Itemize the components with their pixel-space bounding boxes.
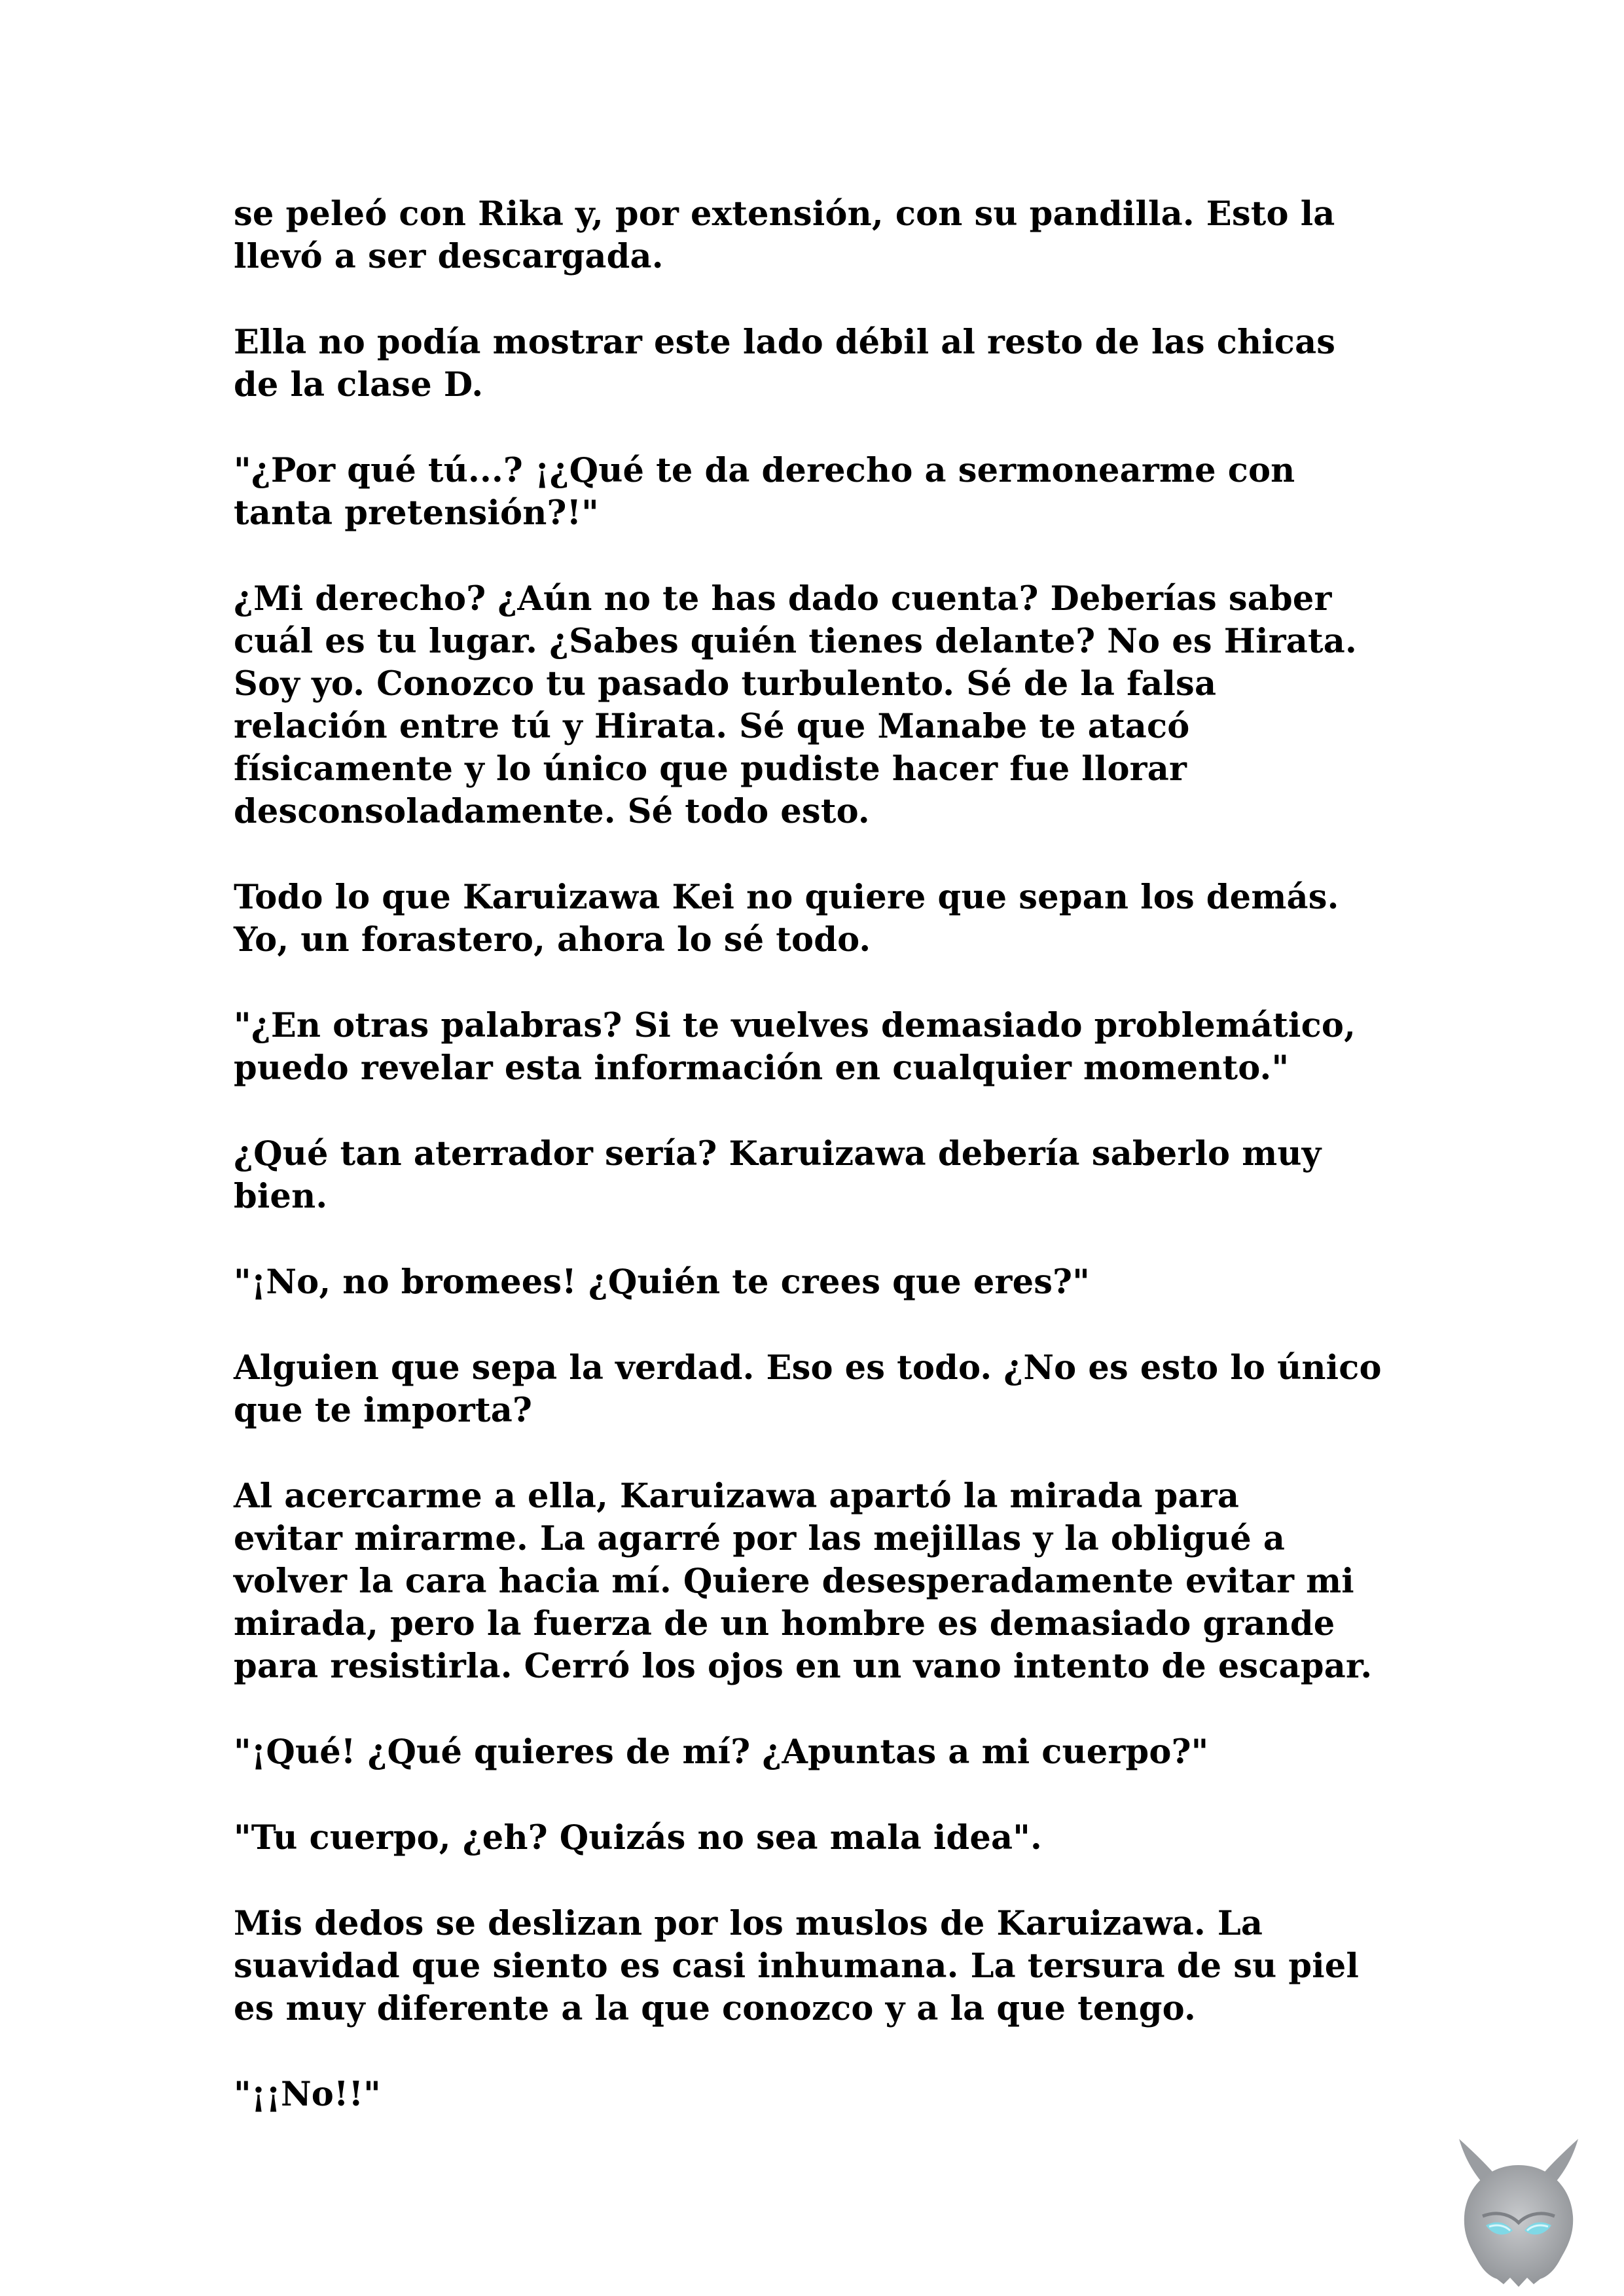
- dialogue-line: "¡No, no bromees! ¿Quién te crees que eres?": [234, 1263, 1090, 1302]
- paragraph: Todo lo que Karuizawa Kei no quiere que sepan los demás. Yo, un forastero, ahora lo sé todo.: [234, 878, 1339, 960]
- paragraph: Mis dedos se deslizan por los muslos de Karuizawa. La suavidad que siento es casi inhumana. La tersura de su piel es muy diferente a la que conozco y a la que tengo.: [234, 1904, 1360, 2028]
- dialogue-line: "Tu cuerpo, ¿eh? Quizás no sea mala idea".: [234, 1818, 1042, 1857]
- dialogue-line: "¡¡No!!": [234, 2075, 381, 2114]
- page-body: [234, 193, 1405, 2159]
- paragraph: Al acercarme a ella, Karuizawa apartó la mirada para evitar mirarme. La agarré por las mejillas y la obligué a volver la cara hacia mí. Quiere desesperadamente evitar mi mirada, pero la fuerza de un hombre es demasiado grande para resistirla. Cerró los ojos en un vano intento de escapar.: [234, 1477, 1373, 1686]
- paragraph: ¿Mi derecho? ¿Aún no te has dado cuenta? Deberías saber cuál es tu lugar. ¿Sabes quién tienes delante? No es Hirata. Soy yo. Conozco tu pasado turbulento. Sé de la falsa relación entre tú y Hirata. Sé que Manabe te atacó físicamente y lo único que pudiste hacer fue llorar desconsoladamente. Sé todo esto.: [234, 579, 1357, 831]
- demon-head-icon: [1450, 2139, 1587, 2289]
- paragraph: Alguien que sepa la verdad. Eso es todo. ¿No es esto lo único que te importa?: [234, 1348, 1382, 1430]
- dialogue-line: "¿En otras palabras? Si te vuelves demasiado problemático, puedo revelar esta información en cualquier momento.": [234, 1006, 1356, 1088]
- dialogue-line: "¿Por qué tú...? ¡¿Qué te da derecho a sermonearme con tanta pretensión?!": [234, 451, 1295, 533]
- paragraph: Ella no podía mostrar este lado débil al resto de las chicas de la clase D.: [234, 323, 1336, 404]
- dialogue-line: "¡Qué! ¿Qué quieres de mí? ¿Apuntas a mi cuerpo?": [234, 1732, 1209, 1772]
- paragraph: se peleó con Rika y, por extensión, con su pandilla. Esto la llevó a ser descargada.: [234, 194, 1335, 276]
- paragraph: ¿Qué tan aterrador sería? Karuizawa debería saberlo muy bien.: [234, 1134, 1322, 1216]
